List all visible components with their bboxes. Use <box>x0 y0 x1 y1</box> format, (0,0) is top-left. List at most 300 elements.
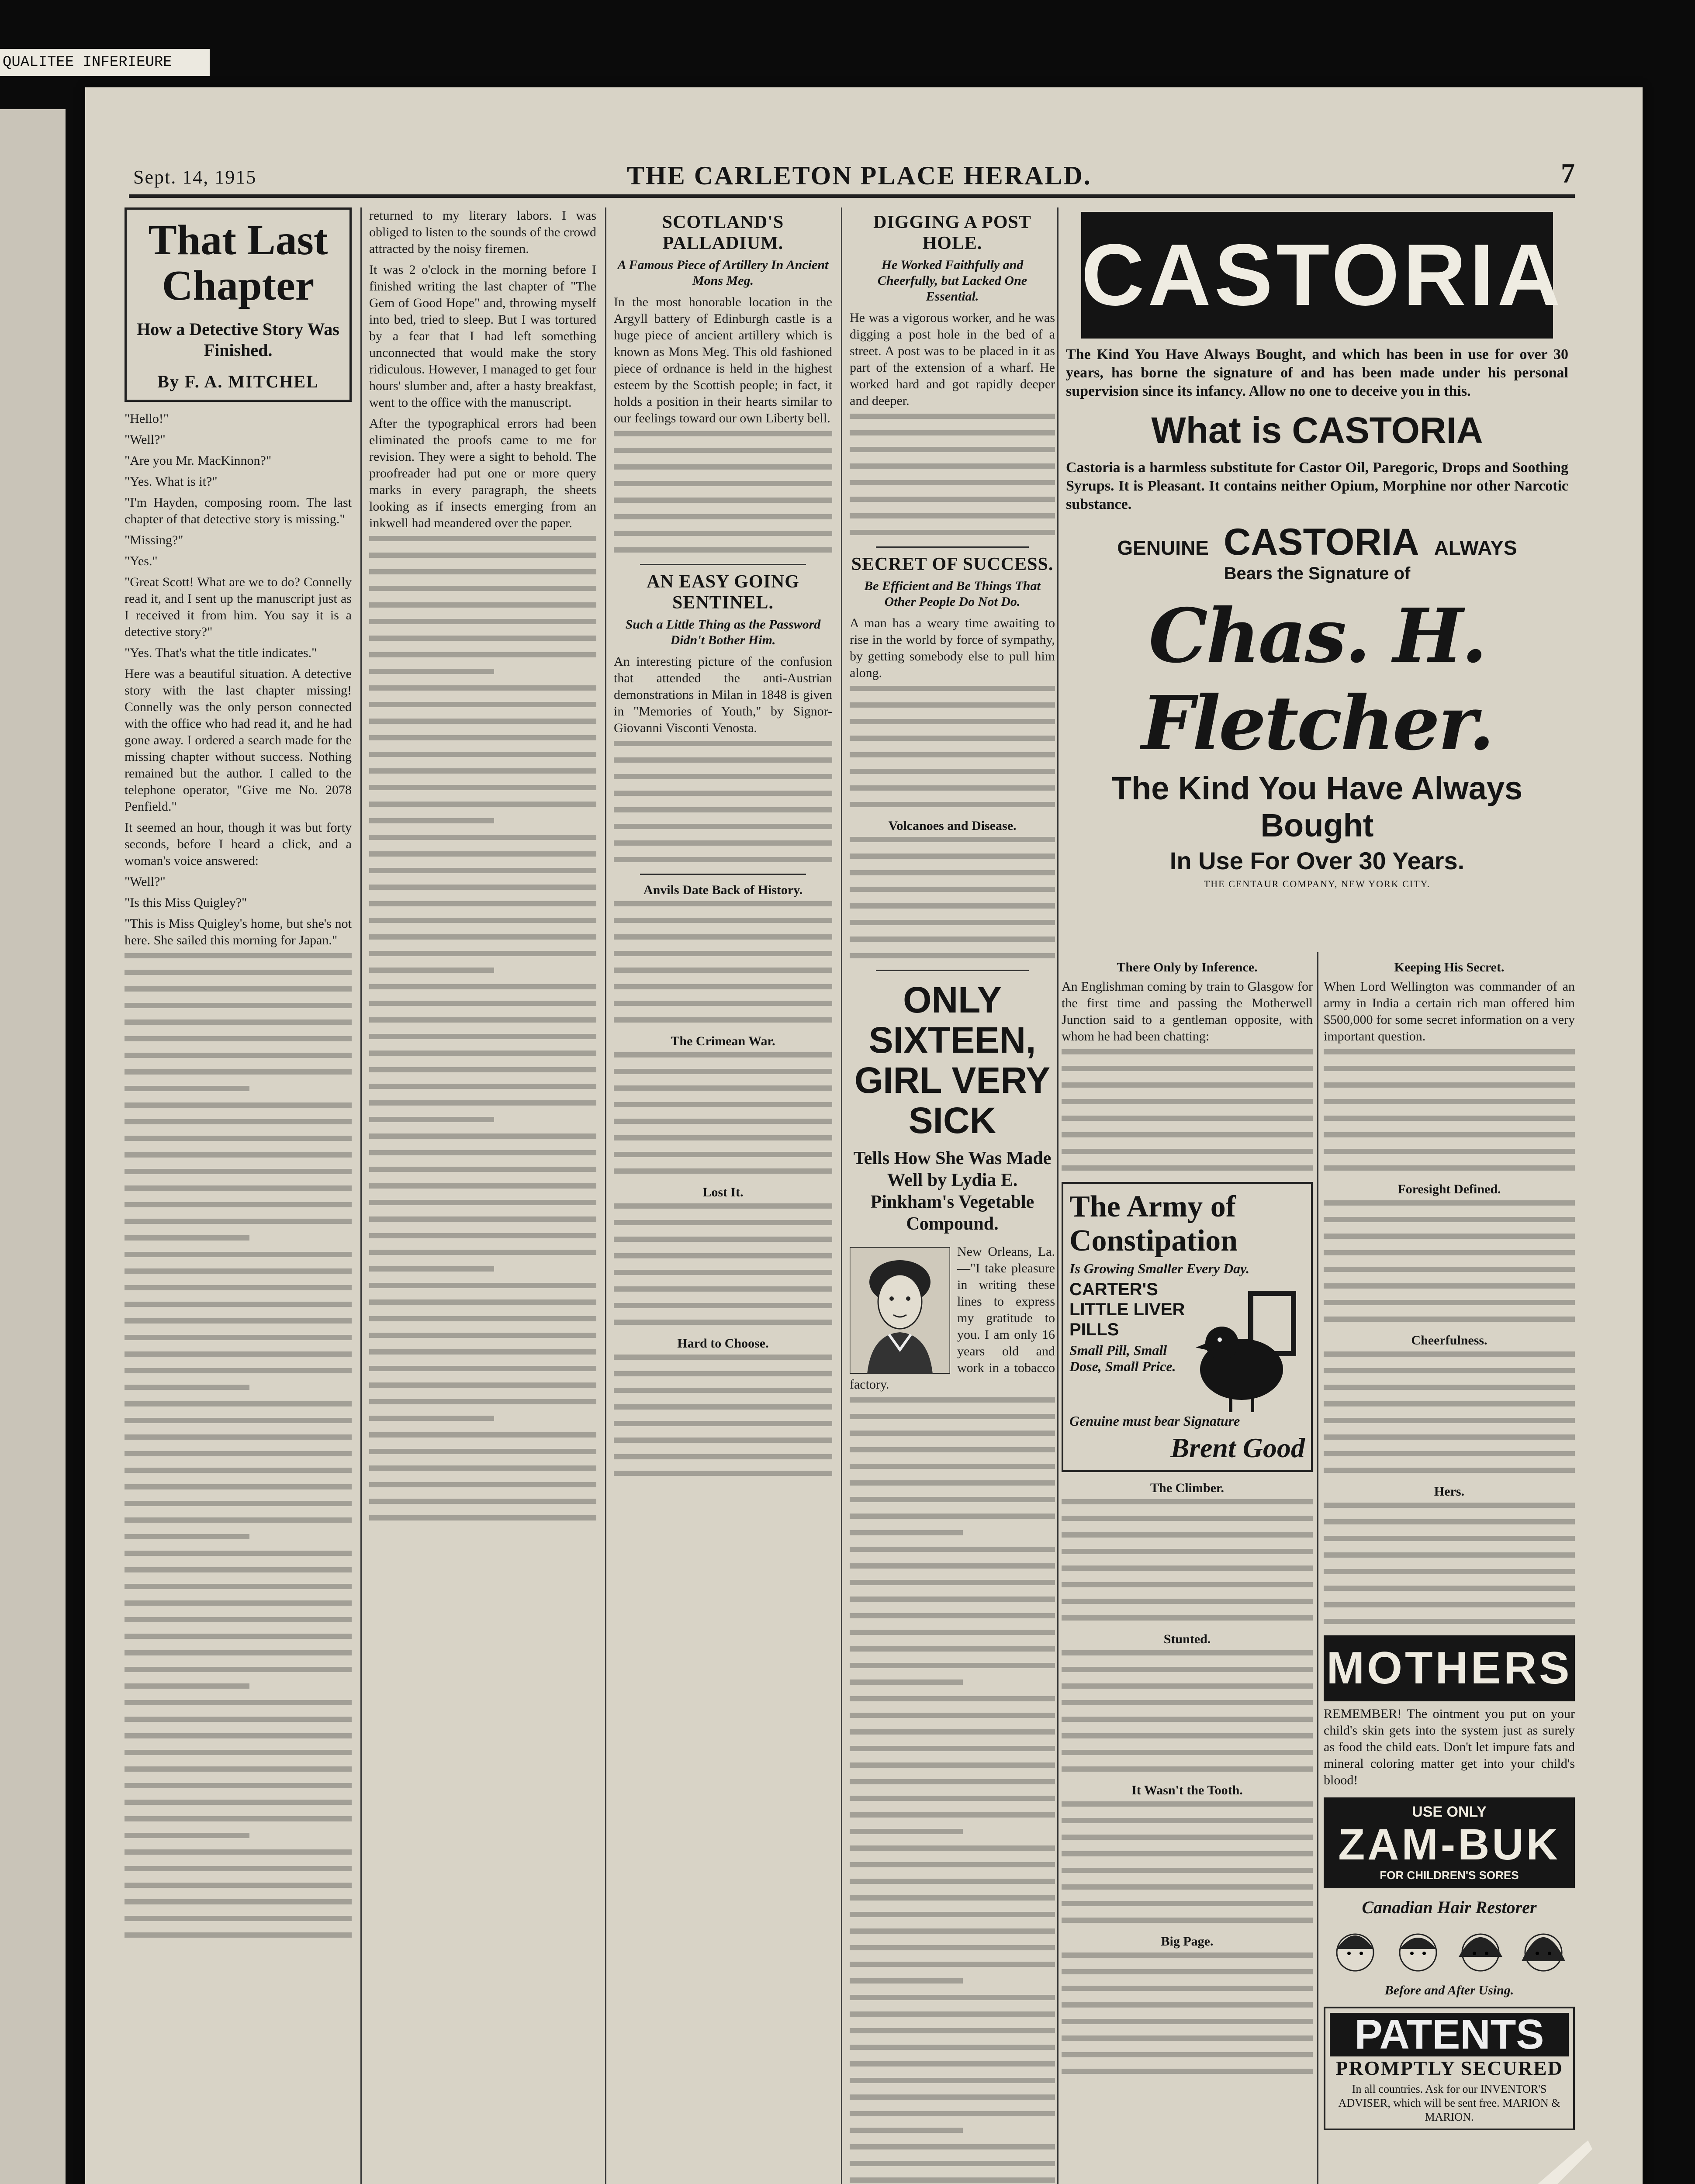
mothers-text: REMEMBER! The ointment you put on your child's skin gets into the system just as surely as food the child eats. Don't let impure fats and mineral coloring matter get into your child's blood! <box>1324 1707 1575 1787</box>
pen-nib-illustration <box>1461 2140 1592 2184</box>
text-line <box>850 736 1055 741</box>
text-line <box>369 586 596 591</box>
text-line <box>125 1202 352 1207</box>
text-line <box>1062 1582 1313 1587</box>
text-line <box>125 1650 352 1655</box>
text-line <box>1062 1082 1313 1088</box>
ad-tagline: Small Pill, Small Dose, Small Price. <box>1069 1342 1176 1374</box>
text-line <box>850 1729 1055 1735</box>
text-lines <box>850 1397 1055 2184</box>
text-line <box>850 785 1055 791</box>
text-line <box>850 1995 1055 2000</box>
newspaper-page <box>85 87 1643 2184</box>
text-line <box>125 1849 352 1855</box>
text-line <box>369 569 596 574</box>
text-line <box>614 1069 832 1074</box>
ad-headline: The Army of Constipation <box>1069 1190 1238 1258</box>
text-line <box>850 1812 1055 1818</box>
text-line <box>369 1266 494 1272</box>
text-line <box>850 1945 1055 1950</box>
genuine-label: GENUINE <box>1117 536 1209 559</box>
text-line <box>125 1036 352 1041</box>
text-line <box>1324 1552 1575 1558</box>
text-line <box>614 824 832 829</box>
text-line <box>850 2028 1055 2033</box>
text-line <box>369 1067 596 1072</box>
text-line <box>369 818 494 823</box>
column-rule <box>1057 207 1059 2184</box>
text-line <box>850 1713 1055 1718</box>
text-line <box>125 953 352 958</box>
paragraph: "Hello!" <box>125 411 169 426</box>
text-line <box>850 1613 1055 1618</box>
text-line <box>125 1302 352 1307</box>
text-lines <box>614 741 832 862</box>
subheading: The Crimean War. <box>671 1034 775 1048</box>
separator <box>876 970 1029 971</box>
text-line <box>369 951 596 956</box>
text-lines <box>1062 1650 1313 1772</box>
zambuk-for: FOR CHILDREN'S SORES <box>1380 1869 1519 1882</box>
text-line <box>125 1916 352 1921</box>
text-line <box>850 1563 1055 1569</box>
text-line <box>614 1135 832 1140</box>
text-lines <box>369 536 596 1521</box>
text-line <box>614 774 832 779</box>
text-line <box>125 1501 352 1506</box>
text-line <box>1062 1700 1313 1705</box>
text-lines <box>614 1052 832 1174</box>
text-line <box>614 807 832 812</box>
deck: A Famous Piece of Artillery In Ancient Mons Meg. <box>617 258 829 288</box>
text-lines <box>1062 1952 1313 2074</box>
text-lines <box>614 431 832 553</box>
text-line <box>1062 2035 1313 2041</box>
subheading: Keeping His Secret. <box>1394 960 1505 975</box>
page-header <box>133 157 1575 197</box>
text-line <box>125 1069 352 1075</box>
genuine-line <box>1062 521 1573 564</box>
text-line <box>614 1388 832 1393</box>
text-line <box>125 1285 352 1290</box>
text-line <box>1062 1549 1313 1554</box>
text-line <box>850 1779 1055 1784</box>
text-line <box>1062 2069 1313 2074</box>
text-line <box>614 1237 832 1242</box>
paragraph: An interesting picture of the confusion that attended the anti-Austrian demonstrations in Milan in 1848 is given in "Memories of Youth," by Signor-Giovanni Visconti Venosta. <box>614 654 832 735</box>
zambuk-name: ZAM-BUK <box>1338 1820 1560 1869</box>
text-line <box>850 1646 1055 1652</box>
text-line <box>1062 1884 1313 1890</box>
text-line <box>125 1268 352 1274</box>
paragraph: "Yes." <box>125 554 158 568</box>
separator <box>640 874 806 875</box>
text-line <box>125 1567 352 1572</box>
bears-signature: Bears the Signature of <box>1224 564 1411 583</box>
patents-sub: PROMPTLY SECURED <box>1335 2057 1563 2079</box>
text-line <box>1062 1599 1313 1604</box>
text-line <box>369 1183 596 1189</box>
column-5 <box>1062 952 1313 2184</box>
subheading: The Climber. <box>1150 1481 1224 1495</box>
text-lines <box>1062 1801 1313 1923</box>
text-line <box>614 1168 832 1174</box>
text-line <box>1062 1165 1313 1171</box>
text-line <box>1324 1049 1575 1054</box>
text-line <box>1062 1835 1313 1840</box>
column-rule <box>360 207 362 2184</box>
text-line <box>614 1320 832 1325</box>
text-line <box>369 1001 596 1006</box>
text-line <box>614 984 832 989</box>
ad-tagline: Is Growing Smaller Every Day. <box>1069 1261 1250 1276</box>
text-line <box>614 1102 832 1107</box>
castoria-intro: The Kind You Have Always Bought, and which has been in use for over 30 years, has borne the signature of and has been made under his personal supervision since its infancy. Allow no one to deceive you in this. <box>1066 346 1568 399</box>
text-line <box>614 791 832 796</box>
text-line <box>850 1547 1055 1552</box>
text-line <box>369 1216 596 1222</box>
text-line <box>125 1484 352 1489</box>
text-line <box>850 2045 1055 2050</box>
text-line <box>369 1333 596 1338</box>
deck: Such a Little Thing as the Password Didn't Bother Him. <box>625 617 821 647</box>
text-line <box>369 984 596 989</box>
text-line <box>125 1800 352 1805</box>
text-line <box>369 702 596 707</box>
text-line <box>850 854 1055 859</box>
paragraph: He was a vigorous worker, and he was digging a post hole in the bed of a street. A post was to be placed in it as part of the extension of a wharf. He worked hard and got rapidly deeper and deeper. <box>850 311 1055 408</box>
text-line <box>1062 1801 1313 1807</box>
text-line <box>614 1371 832 1376</box>
text-line <box>369 669 494 674</box>
adjacent-page-strip <box>0 109 66 2184</box>
text-line <box>614 1303 832 1308</box>
text-line <box>850 463 1055 469</box>
text-line <box>850 1679 963 1685</box>
text-line <box>1324 1132 1575 1137</box>
text-line <box>850 1530 963 1535</box>
text-line <box>1062 1516 1313 1521</box>
text-line <box>1324 1267 1575 1272</box>
text-line <box>369 768 596 774</box>
text-line <box>614 1085 832 1091</box>
text-line <box>850 2011 1055 2017</box>
text-line <box>125 1152 352 1158</box>
text-line <box>850 1630 1055 1635</box>
subheading: Foresight Defined. <box>1398 1182 1501 1196</box>
text-line <box>1062 2002 1313 2008</box>
text-line <box>850 2144 1055 2149</box>
carters-signature: Brent Good <box>1170 1432 1305 1463</box>
text-line <box>1324 1418 1575 1423</box>
text-line <box>850 920 1055 925</box>
text-line <box>369 1051 596 1056</box>
text-line <box>125 1634 352 1639</box>
text-line <box>369 652 596 657</box>
paragraph: After the typographical errors had been eliminated the proofs came to me for revision. They were a sight to behold. The proofreader had put one or more query marks in every paragraph, the sheets looking as if insects emerging from an inkwell had meandered over the paper. <box>369 416 596 530</box>
text-line <box>850 1447 1055 1452</box>
text-line <box>1062 1049 1313 1054</box>
text-lines <box>1062 1049 1313 1171</box>
text-line <box>369 1084 596 1089</box>
text-line <box>850 953 1055 958</box>
text-lines <box>1324 1351 1575 1473</box>
text-line <box>1324 1217 1575 1222</box>
text-line <box>850 1912 1055 1917</box>
text-line <box>1062 1683 1313 1689</box>
text-line <box>850 430 1055 435</box>
text-line <box>850 2111 1055 2116</box>
headline: SECRET OF SUCCESS. <box>851 554 1054 574</box>
text-line <box>850 1663 1055 1668</box>
text-line <box>369 602 596 608</box>
paragraph: "Great Scott! What are we to do? Connelly read it, and I sent up the manuscript just as I received it from him. You say it is a detective story?" <box>125 575 352 639</box>
text-line <box>369 1233 596 1238</box>
separator <box>640 564 806 565</box>
story-title: That Last Chapter <box>148 217 328 309</box>
text-line <box>125 1351 352 1357</box>
separator <box>876 546 1029 548</box>
paragraph: When Lord Wellington was commander of an army in India a certain rich man offered him $500,000 for some secret information on a very important question. <box>1324 979 1575 1044</box>
hair-restorer-faces <box>1324 1922 1575 1979</box>
text-line <box>125 1368 352 1373</box>
text-line <box>369 719 596 724</box>
text-line <box>614 1052 832 1057</box>
text-line <box>1324 1519 1575 1524</box>
text-line <box>614 431 832 436</box>
text-line <box>850 2094 1055 2100</box>
column-rule <box>1317 952 1318 2184</box>
paragraph: An Englishman coming by train to Glasgow for the first time and passing the Motherwell Junction said to a gentleman opposite, with whom he had been chatting: <box>1062 979 1313 1044</box>
masthead: THE CARLETON PLACE HERALD. <box>627 161 1092 190</box>
text-line <box>125 1401 352 1406</box>
text-line <box>1324 1368 1575 1373</box>
text-line <box>369 1432 596 1438</box>
text-line <box>125 1617 352 1622</box>
text-lines <box>850 837 1055 958</box>
paragraph: "Well?" <box>125 432 166 447</box>
text-line <box>850 903 1055 909</box>
text-line <box>850 1597 1055 1602</box>
text-line <box>850 1879 1055 1884</box>
text-line <box>369 1499 596 1504</box>
text-line <box>1324 1619 1575 1624</box>
always-label: ALWAYS <box>1434 536 1517 559</box>
text-line <box>369 934 596 940</box>
story-subtitle: How a Detective Story Was Finished. <box>137 319 339 360</box>
text-line <box>125 1584 352 1589</box>
text-line <box>850 1497 1055 1502</box>
text-line <box>125 1019 352 1025</box>
text-line <box>369 1316 596 1321</box>
text-lines <box>125 953 352 1938</box>
column-4 <box>850 207 1055 2184</box>
column-2 <box>369 207 596 2184</box>
woman-portrait-illustration <box>850 1247 950 1374</box>
text-line <box>614 918 832 923</box>
subheading: There Only by Inference. <box>1117 960 1258 975</box>
story-byline: By F. A. MITCHEL <box>157 372 319 391</box>
text-line <box>1062 1667 1313 1672</box>
ad-subhead: Tells How She Was Made Well by Lydia E. Pinkham's Vegetable Compound. <box>853 1148 1052 1234</box>
text-line <box>850 447 1055 452</box>
text-line <box>369 636 596 641</box>
text-line <box>369 851 596 857</box>
text-line <box>850 1978 963 1984</box>
text-line <box>850 1414 1055 1419</box>
text-line <box>1062 1901 1313 1906</box>
hair-restorer-title: Canadian Hair Restorer <box>1362 1897 1537 1917</box>
text-line <box>614 514 832 519</box>
text-line <box>850 887 1055 892</box>
castoria-kind: The Kind You Have Always Bought <box>1111 770 1523 843</box>
text-line <box>369 1167 596 1172</box>
text-line <box>125 970 352 975</box>
text-line <box>614 464 832 470</box>
text-line <box>1062 1717 1313 1722</box>
story-title-box <box>125 207 352 402</box>
subheading: Hard to Choose. <box>677 1336 769 1351</box>
text-lines <box>850 686 1055 807</box>
column-1 <box>125 207 352 2184</box>
text-line <box>850 1397 1055 1403</box>
text-line <box>1062 1499 1313 1504</box>
text-line <box>614 1454 832 1459</box>
column-rule <box>605 207 606 2184</box>
text-line <box>1324 1468 1575 1473</box>
text-line <box>125 1667 352 1672</box>
paragraph: "This is Miss Quigley's home, but she's not here. She sailed this morning for Japan." <box>125 916 352 947</box>
headline: AN EASY GOING SENTINEL. <box>647 572 799 613</box>
paragraph: "Is this Miss Quigley?" <box>125 895 247 910</box>
text-line <box>614 1286 832 1292</box>
carters-pills-advertisement <box>1062 1182 1313 1472</box>
text-line <box>1324 1434 1575 1440</box>
headline: DIGGING A POST HOLE. <box>873 212 1031 253</box>
text-line <box>125 1053 352 1058</box>
text-line <box>850 1845 1055 1851</box>
text-line <box>850 2061 1055 2067</box>
paragraph: "Are you Mr. MacKinnon?" <box>125 453 272 468</box>
paragraph: "Missing?" <box>125 533 183 547</box>
text-lines <box>1062 1499 1313 1621</box>
zambuk-advertisement <box>1324 1797 1575 1888</box>
text-line <box>1324 1200 1575 1206</box>
text-line <box>850 769 1055 774</box>
text-line <box>369 1299 596 1305</box>
subheading: Volcanoes and Disease. <box>888 819 1017 833</box>
text-line <box>850 802 1055 807</box>
text-line <box>1062 1116 1313 1121</box>
text-line <box>369 1366 596 1371</box>
paragraph: "Well?" <box>125 874 166 889</box>
text-line <box>614 498 832 503</box>
text-line <box>850 870 1055 875</box>
deck: Be Efficient and Be Things That Other People Do Not Do. <box>864 579 1041 609</box>
face-illustration <box>1454 1922 1507 1979</box>
text-line <box>125 1717 352 1722</box>
castoria-advertisement <box>1062 212 1573 937</box>
text-line <box>369 1200 596 1205</box>
text-line <box>125 1169 352 1174</box>
text-line <box>850 2128 963 2133</box>
text-line <box>369 1283 596 1288</box>
paragraph: "Yes. What is it?" <box>125 474 218 489</box>
crow-illustration <box>1196 1282 1305 1413</box>
text-line <box>369 1017 596 1023</box>
text-line <box>125 1816 352 1821</box>
text-line <box>125 1766 352 1772</box>
text-line <box>369 1034 596 1039</box>
text-line <box>850 1514 1055 1519</box>
text-line <box>369 1416 494 1421</box>
paragraph: It was 2 o'clock in the morning before I finished writing the last chapter of "The Gem of Good Hope" and, throwing myself into bed, tried to sleep. But I was tortured by a fear that I had left something unconnected that would make the story ridiculous. However, I managed to get four hours' slumber and, after a hasty breakfast, went to the office with the manuscript. <box>369 263 596 410</box>
text-line <box>369 1515 596 1521</box>
text-line <box>125 1866 352 1871</box>
text-line <box>850 513 1055 518</box>
text-line <box>1062 1650 1313 1655</box>
subheading: Cheerfulness. <box>1411 1333 1487 1348</box>
castoria-body: Castoria is a harmless substitute for Castor Oil, Paregoric, Drops and Soothing Syrups. It is Pleasant. It contains neither Opium, Morphine nor other Narcotic substance. <box>1066 460 1568 512</box>
mothers-banner: MOTHERS <box>1324 1635 1575 1701</box>
text-line <box>125 1185 352 1191</box>
text-line <box>850 837 1055 842</box>
ad-tagline: Genuine must bear Signature <box>1069 1413 1240 1429</box>
pinkham-advertisement <box>850 980 1055 1235</box>
text-line <box>614 951 832 956</box>
text-line <box>1062 1766 1313 1772</box>
patents-text: In all countries. Ask for our INVENTOR'S ADVISER, which will be sent free. MARION & MARION. <box>1338 2083 1560 2123</box>
text-line <box>614 1438 832 1443</box>
text-lines <box>850 414 1055 535</box>
text-line <box>614 1471 832 1476</box>
text-line <box>1324 1536 1575 1541</box>
text-line <box>125 1102 352 1108</box>
text-line <box>369 901 596 906</box>
text-line <box>369 1465 596 1471</box>
text-line <box>850 530 1055 535</box>
text-line <box>1062 1750 1313 1755</box>
text-line <box>850 2078 1055 2083</box>
text-line <box>614 757 832 763</box>
text-line <box>125 1136 352 1141</box>
face-illustration <box>1392 1922 1444 1979</box>
text-line <box>125 1385 249 1390</box>
text-line <box>850 1928 1055 1934</box>
text-line <box>1062 1532 1313 1538</box>
microfilm-label: QUALITEE INFERIEURE <box>0 49 210 76</box>
text-line <box>1324 1250 1575 1255</box>
text-line <box>850 497 1055 502</box>
text-line <box>369 685 596 691</box>
text-line <box>1324 1099 1575 1104</box>
text-line <box>850 480 1055 485</box>
text-line <box>1324 1283 1575 1289</box>
ad-headline: ONLY SIXTEEN, GIRL VERY SICK <box>854 979 1051 1141</box>
column-6 <box>1324 952 1575 2184</box>
text-line <box>1324 1317 1575 1322</box>
text-line <box>125 1932 352 1938</box>
text-line <box>125 1119 352 1124</box>
ad-body: New Orleans, La.—"I take pleasure in writing these lines to express my gratitude to you. I am only 16 years old and work in a tobacco factory. <box>850 1244 1055 1392</box>
text-line <box>125 1335 352 1340</box>
text-line <box>369 1482 596 1487</box>
text-line <box>850 719 1055 724</box>
text-lines <box>1324 1049 1575 1171</box>
text-line <box>614 1253 832 1258</box>
text-line <box>850 1464 1055 1469</box>
text-line <box>614 1017 832 1023</box>
